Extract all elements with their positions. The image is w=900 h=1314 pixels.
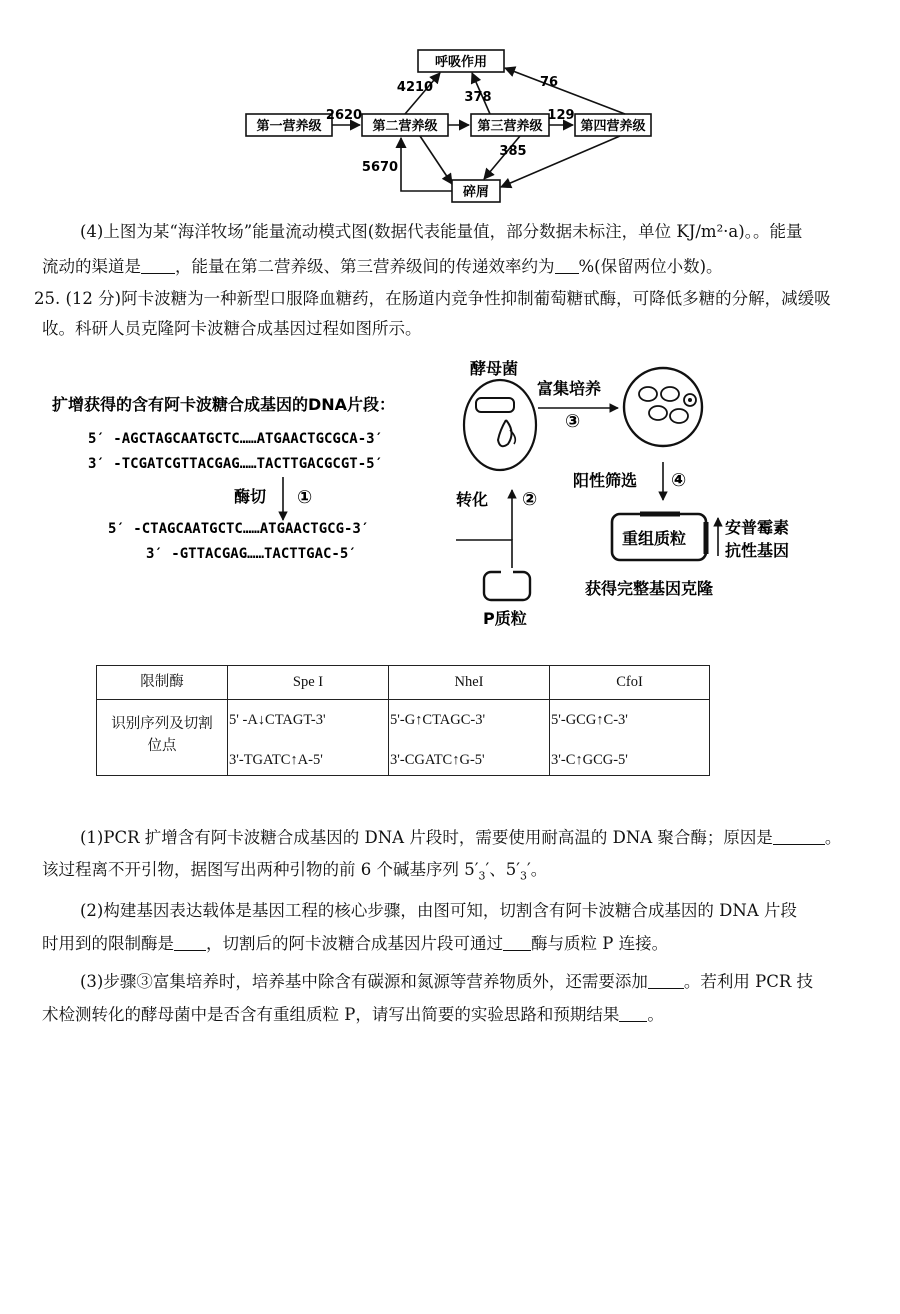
q25-2-text-c: 酶与质粒 P 连接。 — [531, 934, 669, 953]
level4-label: 第四营养级 — [580, 119, 646, 134]
table-header-cell: CfoI — [550, 666, 710, 700]
value-l3-detritus: 385 — [499, 144, 527, 159]
q25-2-line1: (2)构建基因表达载体是基因工程的核心步骤，由图可知，切割含有阿卡波糖合成基因的 DNA 片段 — [80, 901, 797, 920]
step3-number: ③ — [565, 411, 581, 432]
q25-2-line2 — [42, 933, 668, 955]
cfo-top-seq: 5'-GCG↑C-3' — [551, 712, 628, 728]
answer-blank-enzyme[interactable] — [174, 934, 206, 951]
level1-label: 第一营养级 — [256, 119, 322, 134]
yeast-label: 酵母菌 — [470, 359, 519, 378]
cut-dna-bottom-strand: 3′ -GTTACGAG……TACTTGAC-5′ — [146, 546, 357, 562]
q24-4-text-c: %(保留两位小数)。 — [578, 257, 723, 276]
cut-dna-top-strand: 5′ -CTAGCAATGCTC……ATGAACTGCG-3′ — [108, 521, 370, 537]
q25-2-text-b: ，切割后的阿卡波糖合成基因片段可通过 — [206, 934, 503, 953]
q24-4-text-a: 流动的渠道是 — [42, 257, 141, 276]
step4-label: 阳性筛选 — [573, 471, 638, 490]
plasmid-p-icon — [484, 572, 530, 600]
arrow-l2-detritus — [420, 136, 452, 184]
resistance-line2: 抗性基因 — [725, 541, 790, 560]
cfo-site-cell — [550, 700, 710, 776]
value-l2-resp: 4210 — [396, 80, 434, 95]
q25-intro-line2: 收。科研人员克隆阿卡波糖合成基因过程如图所示。 — [42, 319, 422, 338]
nhe-top-seq: 5'-G↑CTAGC-3' — [390, 712, 486, 728]
q25-intro-line1: 25. (12 分)阿卡波糖为一种新型口服降血糖药，在肠道内竞争性抑制葡萄糖甙酶，可降低多糖的分解，减缓吸 — [34, 289, 831, 308]
q24-4-text-b: ，能量在第二营养级、第三营养级间的传递效率约为 — [175, 257, 555, 276]
spe-site-cell — [228, 700, 389, 776]
q25-3-line2 — [42, 1004, 664, 1026]
dna-bottom-strand: 3′ -TCGATCGTTACGAG……TACTTGACGCGT-5′ — [88, 456, 384, 472]
detritus-label: 碎屑 — [462, 185, 490, 200]
spe-top-seq: 5' -A↓CTAGT-3' — [229, 712, 326, 728]
q25-1-line2: 该过程离不开引物，据图写出两种引物的前 6 个碱基序列 $5'_3'$、$5'_3'$。 — [42, 860, 548, 883]
table-header-cell: NheI — [389, 666, 550, 700]
cloning-diagram — [0, 350, 900, 640]
answer-blank-reason[interactable] — [773, 828, 825, 845]
dna-fragment-title: 扩增获得的含有阿卡波糖合成基因的DNA片段： — [52, 395, 396, 414]
spe-bottom-seq: 3'-TGATC↑A-5' — [229, 752, 323, 768]
q25-1-text-a: 该过程离不开引物，据图写出两种引物的前 6 个碱基序列 5′ — [42, 860, 479, 879]
cfo-bottom-seq: 3'-C↑GCG-5' — [551, 752, 628, 768]
answer-blank-experiment[interactable] — [619, 1005, 647, 1022]
step3-label: 富集培养 — [537, 379, 602, 398]
answer-blank-additive[interactable] — [648, 972, 684, 989]
recombinant-plasmid-label: 重组质粒 — [622, 529, 687, 548]
step2-number: ② — [522, 489, 538, 510]
nhe-site-cell — [389, 700, 550, 776]
q25-1-end: 。 — [824, 828, 842, 847]
row-label-line2: 位点 — [147, 738, 177, 754]
table-header-row — [97, 666, 710, 700]
dna-top-strand: 5′ -AGCTAGCAATGCTC……ATGAACTGCGCA-3′ — [88, 431, 384, 447]
value-detritus-l2: 5670 — [361, 160, 399, 175]
answer-blank-efficiency[interactable] — [555, 257, 579, 274]
yeast-cell-icon — [464, 380, 536, 470]
answer-blank-ligase[interactable] — [503, 934, 531, 951]
row-label-cell — [97, 700, 228, 776]
step1-number: ① — [297, 487, 313, 508]
level2-label: 第二营养级 — [372, 119, 438, 134]
value-l3-resp: 378 — [464, 90, 492, 105]
answer-blank-channel[interactable] — [141, 257, 175, 274]
q25-3-line1 — [80, 971, 813, 993]
q25-3-text-a: (3)步骤③富集培养时，培养基中除含有碳源和氮源等营养物质外，还需要添加 — [80, 972, 648, 991]
plasmid-p-label: P质粒 — [483, 609, 527, 628]
resistance-line1: 安普霉素 — [725, 518, 790, 537]
q25-3-text-b2: 。 — [647, 1005, 664, 1024]
table-row — [97, 700, 710, 776]
row-label-line1: 识别序列及切割 — [111, 716, 213, 732]
clone-result-label: 获得完整基因克隆 — [585, 579, 714, 598]
step1-label: 酶切 — [234, 487, 267, 506]
q25-1-text-b: 、5′ — [489, 860, 520, 879]
table-header-cell: Spe I — [228, 666, 389, 700]
table-header-cell: 限制酶 — [97, 666, 228, 700]
q25-1-text-c: 。 — [530, 860, 548, 879]
nhe-bottom-seq: 3'-CGATC↑G-5' — [390, 752, 485, 768]
q25-2-text-a: 时用到的限制酶是 — [42, 934, 174, 953]
respiration-label: 呼吸作用 — [434, 55, 488, 70]
q25-3-text-b: 。若利用 PCR 技 — [683, 972, 814, 991]
level3-label: 第三营养级 — [477, 119, 543, 134]
q25-3-text-a2: 术检测转化的酵母菌中是否含有重组质粒 P，请写出简要的实验思路和预期结果 — [42, 1005, 620, 1024]
value-l3-l4: 129 — [547, 108, 575, 123]
value-l1-l2: 2620 — [325, 108, 363, 123]
q24-4-line2 — [42, 256, 723, 278]
q25-1-line1 — [80, 827, 841, 849]
q25-1-text: (1)PCR 扩增含有阿卡波糖合成基因的 DNA 片段时，需要使用耐高温的 DNA 聚合酶；原因是 — [80, 828, 773, 847]
transform-connector-line — [456, 540, 512, 572]
q24-4-line1: (4)上图为某“海洋牧场”能量流动模式图(数据代表能量值，部分数据未标注，单位 KJ/m²·a)。。能量 — [80, 222, 803, 241]
step4-number: ④ — [671, 470, 687, 491]
value-l4-resp: 76 — [539, 75, 559, 90]
culture-dish-icon — [624, 368, 702, 446]
step2-label: 转化 — [456, 490, 489, 509]
restriction-enzyme-table — [96, 665, 710, 776]
energy-flow-diagram — [0, 0, 900, 215]
